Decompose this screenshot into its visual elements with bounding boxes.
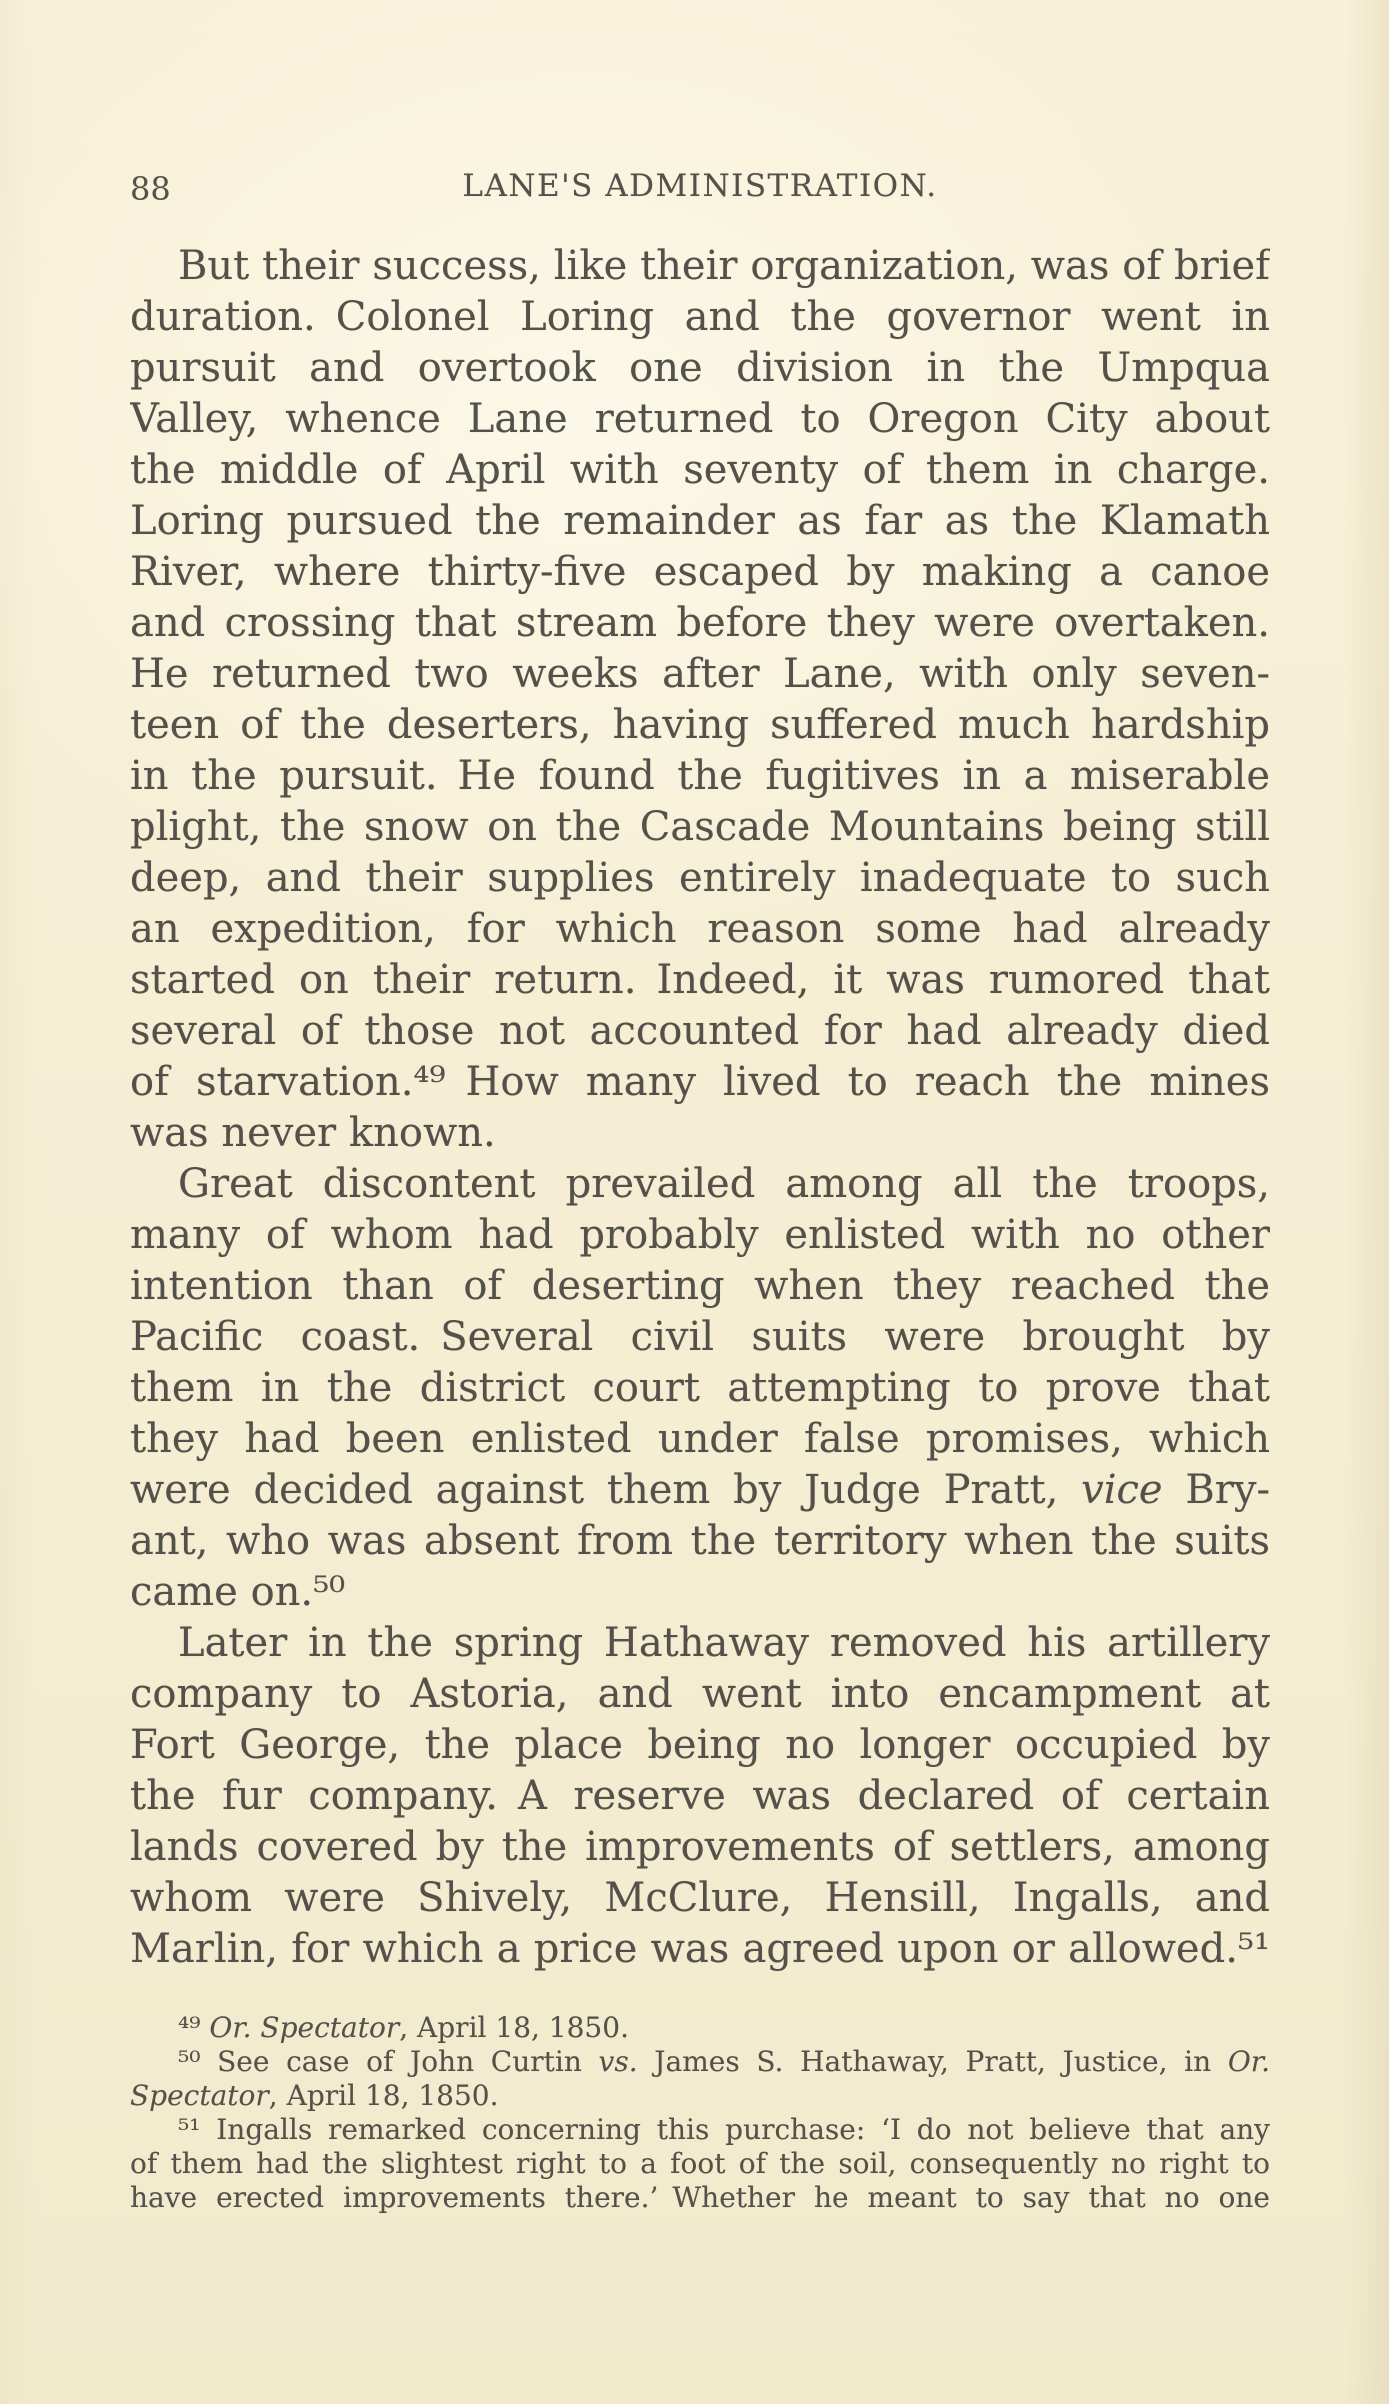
text-segment: Marlin, for which a price was agreed upon or allowed.⁵¹: [130, 1926, 1270, 1972]
text-segment: have erected improvements there.’ Whether he meant to say that no one: [130, 2181, 1270, 2214]
text-line: [130, 751, 1270, 802]
paragraph: [130, 1618, 1270, 1975]
text-segment: teen of the deserters, having suffered much hardship: [130, 702, 1270, 748]
text-line: [130, 1465, 1270, 1516]
text-segment: Pacific coast. Several civil suits were brought by: [130, 1314, 1270, 1360]
running-title: LANE'S ADMINISTRATION.: [462, 168, 938, 204]
text-line: [130, 2113, 1270, 2147]
text-segment: they had been enlisted under false promises, which: [130, 1416, 1270, 1462]
paragraph: [130, 2113, 1270, 2215]
text-line: [130, 445, 1270, 496]
text-line: [130, 1771, 1270, 1822]
text-segment: and crossing that stream before they were overtaken.: [130, 600, 1270, 646]
text-line: [130, 394, 1270, 445]
italic-text: vice: [1081, 1467, 1163, 1513]
text-segment: came on.⁵⁰: [130, 1569, 346, 1615]
text-line: [130, 343, 1270, 394]
italic-text: Or.: [1227, 2045, 1270, 2078]
text-segment: River, where thirty-five escaped by making a canoe: [130, 549, 1270, 595]
text-line: [130, 649, 1270, 700]
text-line: [130, 1822, 1270, 1873]
text-line: [130, 292, 1270, 343]
text-segment: pursuit and overtook one division in the Umpqua: [130, 345, 1270, 391]
text-segment: the middle of April with seventy of them in charge.: [130, 447, 1270, 493]
text-segment: But their success, like their organization, was of brief: [178, 243, 1270, 289]
text-line: [130, 2181, 1270, 2215]
text-segment: was never known.: [130, 1110, 496, 1156]
text-line: [130, 1006, 1270, 1057]
running-header: [130, 168, 1270, 210]
text-line: [130, 1924, 1270, 1975]
text-segment: , April 18, 1850.: [399, 2011, 629, 2044]
text-segment: Great discontent prevailed among all the troops,: [178, 1161, 1270, 1207]
page-number: 88: [130, 170, 171, 208]
text-segment: , April 18, 1850.: [268, 2079, 499, 2112]
text-segment: several of those not accounted for had already died: [130, 1008, 1270, 1054]
paragraph: [130, 241, 1270, 1159]
text-line: [130, 802, 1270, 853]
text-line: [130, 1108, 1270, 1159]
text-segment: Bry-: [1162, 1467, 1270, 1513]
text-line: [130, 1210, 1270, 1261]
text-line: [130, 1159, 1270, 1210]
text-line: [130, 2147, 1270, 2181]
text-segment: ⁵¹ Ingalls remarked concerning this purchase: ‘I do not believe that any: [178, 2113, 1270, 2146]
text-line: [130, 547, 1270, 598]
text-line: [130, 241, 1270, 292]
text-line: [130, 1720, 1270, 1771]
text-line: [130, 496, 1270, 547]
text-line: [130, 904, 1270, 955]
paragraph: [130, 2011, 1270, 2045]
italic-text: Or. Spectator: [209, 2011, 400, 2044]
italic-text: vs.: [598, 2045, 638, 2078]
text-line: [130, 1363, 1270, 1414]
paragraph: [130, 2045, 1270, 2113]
text-segment: whom were Shively, McClure, Hensill, Ingalls, and: [130, 1875, 1270, 1921]
text-segment: ant, who was absent from the territory when the suits: [130, 1518, 1270, 1564]
text-segment: them in the district court attempting to prove that: [130, 1365, 1270, 1411]
text-segment: plight, the snow on the Cascade Mountains being still: [130, 804, 1270, 850]
text-segment: in the pursuit. He found the fugitives in a miserable: [130, 753, 1270, 799]
text-line: [130, 700, 1270, 751]
text-segment: Later in the spring Hathaway removed his artillery: [178, 1620, 1270, 1666]
text-segment: ⁵⁰ See case of John Curtin: [178, 2045, 599, 2078]
text-line: [130, 1261, 1270, 1312]
text-segment: He returned two weeks after Lane, with only seven-: [130, 651, 1270, 697]
text-segment: Loring pursued the remainder as far as the Klamath: [130, 498, 1270, 544]
text-line: [130, 1873, 1270, 1924]
text-line: [130, 2011, 1270, 2045]
text-line: [130, 1567, 1270, 1618]
italic-text: Spectator: [130, 2079, 269, 2112]
text-segment: company to Astoria, and went into encampment at: [130, 1671, 1270, 1717]
text-segment: ⁴⁹: [178, 2011, 210, 2044]
text-line: [130, 1312, 1270, 1363]
text-line: [130, 1516, 1270, 1567]
text-line: [130, 853, 1270, 904]
text-line: [130, 1414, 1270, 1465]
text-segment: of them had the slightest right to a foot of the soil, consequently no right to: [130, 2147, 1270, 2180]
text-segment: started on their return. Indeed, it was rumored that: [130, 957, 1270, 1003]
text-segment: of starvation.⁴⁹ How many lived to reach the mines: [130, 1059, 1270, 1105]
text-segment: Valley, whence Lane returned to Oregon City about: [130, 396, 1270, 442]
body-text: [130, 241, 1270, 1975]
text-segment: James S. Hathaway, Pratt, Justice, in: [637, 2045, 1228, 2078]
text-segment: duration. Colonel Loring and the governor went in: [130, 294, 1270, 340]
text-segment: the fur company. A reserve was declared of certain: [130, 1773, 1270, 1819]
text-segment: lands covered by the improvements of settlers, among: [130, 1824, 1270, 1870]
text-segment: intention than of deserting when they reached the: [130, 1263, 1270, 1309]
text-line: [130, 955, 1270, 1006]
text-line: [130, 1057, 1270, 1108]
text-line: [130, 598, 1270, 649]
text-segment: deep, and their supplies entirely inadequate to such: [130, 855, 1270, 901]
text-segment: were decided against them by Judge Pratt,: [130, 1467, 1082, 1513]
text-segment: an expedition, for which reason some had already: [130, 906, 1270, 952]
text-segment: many of whom had probably enlisted with no other: [130, 1212, 1270, 1258]
text-line: [130, 1618, 1270, 1669]
text-line: [130, 2079, 1270, 2113]
text-segment: Fort George, the place being no longer occupied by: [130, 1722, 1270, 1768]
paragraph: [130, 1159, 1270, 1618]
footnotes: [130, 2011, 1270, 2215]
text-line: [130, 1669, 1270, 1720]
text-line: [130, 2045, 1270, 2079]
